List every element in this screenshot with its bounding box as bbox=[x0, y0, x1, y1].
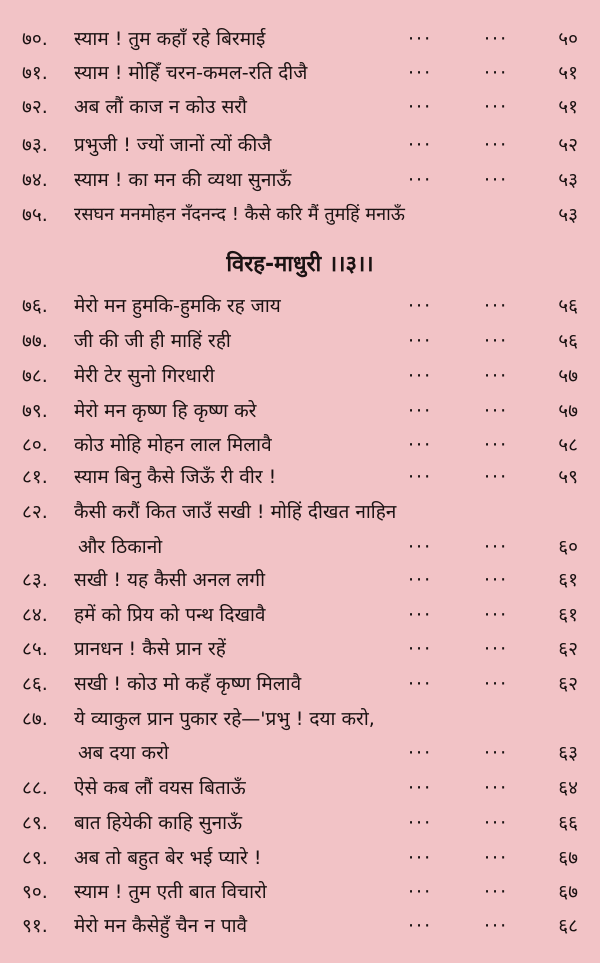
entry-title: जी की जी ही माहिं रही bbox=[74, 330, 231, 352]
entry-page-number: ५६ bbox=[558, 295, 578, 317]
toc-entry bbox=[0, 128, 600, 162]
entry-title: कैसी करौं कित जाउँ सखी ! मोहिं दीखत नाहिन bbox=[74, 501, 397, 523]
entry-title: ऐसे कब लौं वयस बिताऊँ bbox=[74, 777, 246, 799]
toc-entry bbox=[0, 771, 600, 805]
entry-page-number: ५७ bbox=[558, 400, 578, 422]
entry-title: प्रानधन ! कैसे प्रान रहें bbox=[74, 638, 226, 660]
leader-dots: ··· bbox=[408, 295, 433, 317]
toc-entry bbox=[0, 632, 600, 666]
entry-number: ८१. bbox=[22, 466, 48, 488]
toc-entry bbox=[0, 324, 600, 358]
entry-title: प्रभुजी ! ज्यों जानों त्यों कीजै bbox=[74, 134, 272, 156]
leader-dots: ··· bbox=[408, 777, 433, 799]
entry-number: ८५. bbox=[22, 638, 48, 660]
entry-number: ८३. bbox=[22, 569, 48, 591]
leader-dots: ··· bbox=[408, 536, 433, 558]
leader-dots: ··· bbox=[408, 134, 433, 156]
leader-dots: ··· bbox=[408, 604, 433, 626]
toc-entry bbox=[0, 56, 600, 90]
entry-number: ८०. bbox=[22, 434, 48, 456]
entry-page-number: ६७ bbox=[558, 847, 578, 869]
toc-entry bbox=[0, 667, 600, 701]
entry-title: स्याम ! तुम कहाँ रहे बिरमाई bbox=[74, 28, 266, 50]
entry-title: मेरो मन कैसेहुँ चैन न पावै bbox=[74, 915, 248, 937]
entry-page-number: ५२ bbox=[558, 134, 578, 156]
entry-number: ७४. bbox=[22, 169, 48, 191]
entry-number: ८८. bbox=[22, 777, 48, 799]
entry-page-number: ६१ bbox=[558, 604, 578, 626]
entry-page-number: ६८ bbox=[558, 915, 578, 937]
entry-number: ८७. bbox=[22, 708, 48, 730]
leader-dots: ··· bbox=[408, 400, 433, 422]
entry-number: ७९. bbox=[22, 400, 48, 422]
entry-title: स्याम बिनु कैसे जिऊँ री वीर ! bbox=[74, 466, 277, 488]
leader-dots: ··· bbox=[408, 915, 433, 937]
entry-title: स्याम ! मोहिँ चरन-कमल-रति दीजै bbox=[74, 62, 308, 84]
leader-dots: ··· bbox=[408, 638, 433, 660]
entry-number: ८६. bbox=[22, 673, 48, 695]
entry-number: ७७. bbox=[22, 330, 48, 352]
entry-page-number: ६३ bbox=[558, 742, 578, 764]
entry-number: ७८. bbox=[22, 365, 48, 387]
leader-dots: ··· bbox=[484, 742, 509, 764]
leader-dots: ··· bbox=[484, 434, 509, 456]
entry-title: अब लौं काज न कोउ सरौ bbox=[74, 96, 247, 118]
toc-entry bbox=[0, 90, 600, 124]
entry-number: ८९. bbox=[22, 812, 48, 834]
leader-dots: ··· bbox=[484, 604, 509, 626]
leader-dots: ··· bbox=[484, 400, 509, 422]
leader-dots: ··· bbox=[484, 466, 509, 488]
toc-entry bbox=[0, 289, 600, 323]
entry-page-number: ५१ bbox=[558, 96, 578, 118]
toc-entry bbox=[0, 598, 600, 632]
leader-dots: ··· bbox=[484, 569, 509, 591]
toc-entry bbox=[0, 495, 600, 529]
leader-dots: ··· bbox=[408, 673, 433, 695]
entry-page-number: ५३ bbox=[558, 169, 578, 191]
leader-dots: ··· bbox=[408, 62, 433, 84]
entry-title: मेरो मन हुमकि-हुमकि रह जाय bbox=[74, 295, 281, 317]
leader-dots: ··· bbox=[408, 365, 433, 387]
entry-number: ८९. bbox=[22, 847, 48, 869]
toc-entry bbox=[0, 841, 600, 875]
leader-dots: ··· bbox=[484, 62, 509, 84]
toc-entry bbox=[0, 428, 600, 462]
leader-dots: ··· bbox=[408, 881, 433, 903]
leader-dots: ··· bbox=[408, 742, 433, 764]
leader-dots: ··· bbox=[408, 812, 433, 834]
leader-dots: ··· bbox=[484, 638, 509, 660]
leader-dots: ··· bbox=[484, 673, 509, 695]
entry-title: और ठिकानो bbox=[78, 536, 163, 558]
entry-title: रसघन मनमोहन नँदनन्द ! कैसे करि मैं तुमहिं मनाऊँ bbox=[74, 204, 405, 225]
leader-dots: ··· bbox=[408, 466, 433, 488]
entry-page-number: ५७ bbox=[558, 365, 578, 387]
leader-dots: ··· bbox=[484, 536, 509, 558]
entry-page-number: ५६ bbox=[558, 330, 578, 352]
leader-dots: ··· bbox=[484, 169, 509, 191]
entry-title: मेरो मन कृष्ण हि कृष्ण करे bbox=[74, 400, 257, 422]
toc-entry bbox=[0, 394, 600, 428]
toc-entry bbox=[0, 875, 600, 909]
entry-page-number: ६२ bbox=[558, 638, 578, 660]
leader-dots: ··· bbox=[408, 169, 433, 191]
entry-page-number: ५८ bbox=[558, 434, 578, 456]
leader-dots: ··· bbox=[484, 915, 509, 937]
leader-dots: ··· bbox=[484, 96, 509, 118]
entry-page-number: ५० bbox=[558, 28, 578, 50]
entry-title: अब दया करो bbox=[78, 742, 169, 764]
toc-entry bbox=[0, 909, 600, 943]
entry-title: स्याम ! तुम एती बात विचारो bbox=[74, 881, 267, 903]
toc-entry-continuation bbox=[0, 530, 600, 564]
leader-dots: ··· bbox=[484, 295, 509, 317]
entry-title: स्याम ! का मन की व्यथा सुनाऊँ bbox=[74, 169, 292, 191]
toc-entry bbox=[0, 198, 600, 232]
entry-title: कोउ मोहि मोहन लाल मिलावै bbox=[74, 434, 272, 456]
toc-entry-continuation bbox=[0, 736, 600, 770]
toc-entry bbox=[0, 460, 600, 494]
toc-entry bbox=[0, 22, 600, 56]
entry-page-number: ६० bbox=[558, 536, 578, 558]
entry-title: सखी ! यह कैसी अनल लगी bbox=[74, 569, 266, 591]
toc-entry bbox=[0, 163, 600, 197]
entry-number: ७५. bbox=[22, 204, 48, 226]
entry-title: ये व्याकुल प्रान पुकार रहे—'प्रभु ! दया करो, bbox=[74, 708, 375, 730]
leader-dots: ··· bbox=[408, 569, 433, 591]
entry-number: ९०. bbox=[22, 881, 48, 903]
leader-dots: ··· bbox=[408, 847, 433, 869]
entry-title: मेरी टेर सुनो गिरधारी bbox=[74, 365, 215, 387]
leader-dots: ··· bbox=[484, 847, 509, 869]
entry-number: ७०. bbox=[22, 28, 48, 50]
toc-entry bbox=[0, 806, 600, 840]
leader-dots: ··· bbox=[484, 365, 509, 387]
toc-entry bbox=[0, 563, 600, 597]
entry-title: अब तो बहुत बेर भई प्यारे ! bbox=[74, 847, 262, 869]
entry-number: ७६. bbox=[22, 295, 48, 317]
leader-dots: ··· bbox=[484, 134, 509, 156]
entry-number: ९१. bbox=[22, 915, 48, 937]
leader-dots: ··· bbox=[484, 812, 509, 834]
entry-page-number: ६६ bbox=[558, 812, 578, 834]
entry-page-number: ६२ bbox=[558, 673, 578, 695]
entry-page-number: ६४ bbox=[558, 777, 578, 799]
entry-page-number: ५९ bbox=[558, 466, 578, 488]
entry-number: ७१. bbox=[22, 62, 48, 84]
toc-entry bbox=[0, 359, 600, 393]
section-heading: विरह-माधुरी ।।३।। bbox=[226, 252, 374, 277]
toc-entry bbox=[0, 702, 600, 736]
leader-dots: ··· bbox=[484, 777, 509, 799]
entry-number: ७३. bbox=[22, 134, 48, 156]
entry-page-number: ५३ bbox=[558, 204, 578, 226]
leader-dots: ··· bbox=[484, 28, 509, 50]
entry-page-number: ६१ bbox=[558, 569, 578, 591]
entry-title: सखी ! कोउ मो कहँ कृष्ण मिलावै bbox=[74, 673, 302, 695]
entry-title: हमें को प्रिय को पन्थ दिखावै bbox=[74, 604, 266, 626]
leader-dots: ··· bbox=[408, 434, 433, 456]
entry-number: ७२. bbox=[22, 96, 48, 118]
entry-number: ८२. bbox=[22, 501, 48, 523]
leader-dots: ··· bbox=[408, 330, 433, 352]
leader-dots: ··· bbox=[484, 881, 509, 903]
leader-dots: ··· bbox=[408, 28, 433, 50]
leader-dots: ··· bbox=[408, 96, 433, 118]
entry-page-number: ६७ bbox=[558, 881, 578, 903]
entry-page-number: ५१ bbox=[558, 62, 578, 84]
entry-number: ८४. bbox=[22, 604, 48, 626]
leader-dots: ··· bbox=[484, 330, 509, 352]
entry-title: बात हियेकी काहि सुनाऊँ bbox=[74, 812, 243, 834]
